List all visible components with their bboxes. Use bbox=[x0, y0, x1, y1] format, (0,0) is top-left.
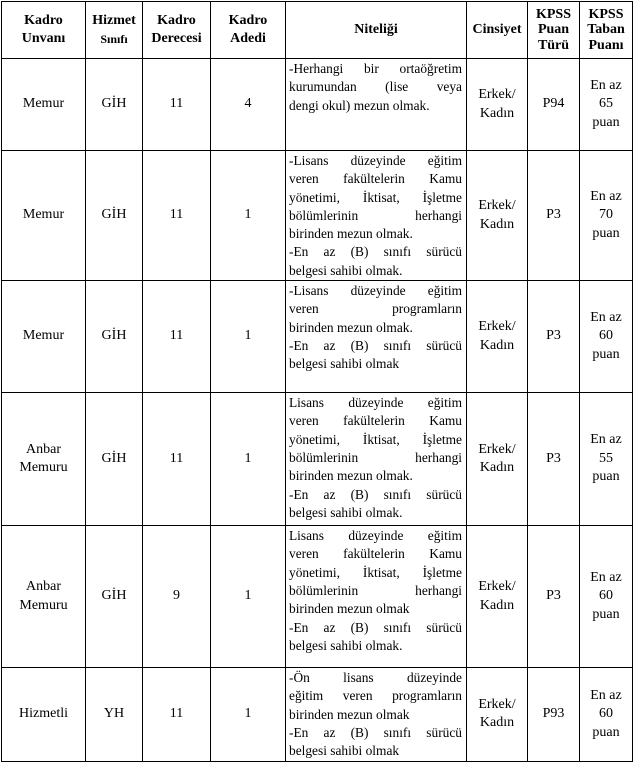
cell-kadro-unvani-text: Memur bbox=[22, 207, 65, 223]
niteligi-line: birinden mezun olmak bbox=[289, 601, 410, 617]
niteligi-line: bölümlerinin herhangi bbox=[289, 207, 462, 223]
cell-kadro-adedi bbox=[211, 59, 286, 151]
cell-kpss-taban-puani-text: En az bbox=[590, 432, 622, 448]
cell-hizmet-sinifi bbox=[86, 526, 143, 668]
cell-kadro-derecesi bbox=[143, 526, 211, 668]
cell-kpss-taban-puani-text: 60 bbox=[599, 328, 613, 344]
cell-cinsiyet-text: Erkek/ bbox=[478, 696, 516, 712]
cell-kpss-taban-puani-text: puan bbox=[592, 469, 620, 485]
niteligi-line: -En az (B) sınıfı sürücü bbox=[289, 486, 462, 502]
cell-kpss-taban-puani-text: En az bbox=[590, 309, 622, 325]
cell-kpss-taban-puani-text: En az bbox=[590, 687, 622, 703]
niteligi-line: Lisans düzeyinde eğitim bbox=[289, 528, 462, 544]
niteligi-line: veren fakültelerin Kamu bbox=[289, 413, 462, 429]
cell-kadro-adedi-text: 1 bbox=[244, 328, 252, 344]
header-kpss-puan-turu: KPSS Puan Türü bbox=[528, 2, 580, 59]
cell-kadro-derecesi bbox=[143, 393, 211, 526]
cell-niteligi bbox=[286, 59, 467, 151]
table-body bbox=[2, 59, 633, 762]
header-kadro-adedi: Kadro Adedi bbox=[211, 2, 286, 59]
cell-kadro-derecesi-text: 9 bbox=[173, 588, 180, 604]
header-kadro-derecesi: Kadro Derecesi bbox=[143, 2, 211, 59]
cell-kadro-adedi-text: 1 bbox=[244, 706, 252, 722]
niteligi-line: birinden mezun olmak. bbox=[289, 319, 413, 335]
cell-kpss-taban-puani bbox=[580, 281, 633, 393]
cell-kadro-adedi bbox=[211, 526, 286, 668]
cell-cinsiyet-text: Erkek/ bbox=[478, 198, 516, 214]
cell-kadro-adedi-text: 1 bbox=[244, 450, 252, 466]
cell-hizmet-sinifi bbox=[86, 668, 143, 761]
cell-kadro-derecesi-text: 11 bbox=[169, 706, 184, 722]
cell-cinsiyet-text: Erkek/ bbox=[478, 87, 516, 103]
cell-niteligi bbox=[286, 151, 467, 281]
cell-hizmet-sinifi-text: GİH bbox=[101, 450, 127, 466]
cell-kpss-taban-puani bbox=[580, 668, 633, 761]
cell-kadro-derecesi-text: 11 bbox=[169, 207, 184, 223]
cell-kpss-taban-puani-text: 70 bbox=[599, 207, 613, 223]
niteligi-line: belgesi sahibi olmak bbox=[289, 743, 400, 759]
cell-kadro-adedi bbox=[211, 393, 286, 526]
cell-kadro-unvani-text: Memur bbox=[22, 328, 65, 344]
cell-kadro-adedi bbox=[211, 151, 286, 281]
cell-kpss-puan-turu-text: P3 bbox=[546, 450, 561, 466]
cell-kpss-puan-turu bbox=[528, 393, 580, 526]
cell-kpss-puan-turu bbox=[528, 526, 580, 668]
header-kadro-unvani: Kadro Unvanı bbox=[2, 2, 86, 59]
niteligi-line: -Lisans düzeyinde eğitim bbox=[289, 283, 462, 299]
cell-cinsiyet-text: Kadın bbox=[479, 460, 515, 476]
table-row bbox=[2, 151, 633, 281]
cell-kadro-unvani-text: Memur bbox=[22, 96, 65, 112]
niteligi-line: veren fakültelerin Kamu bbox=[289, 546, 462, 562]
cell-kpss-taban-puani-text: puan bbox=[592, 225, 620, 241]
niteligi-line: eğitim veren programların bbox=[289, 688, 462, 704]
cell-hizmet-sinifi bbox=[86, 393, 143, 526]
cell-hizmet-sinifi-text: YH bbox=[103, 706, 125, 722]
cell-kadro-unvani bbox=[2, 668, 86, 761]
niteligi-line: belgesi sahibi olmak. bbox=[289, 637, 403, 653]
niteligi-line: -Herhangi bir ortaöğretim bbox=[289, 61, 462, 76]
cell-kadro-unvani-text: Memuru bbox=[19, 597, 68, 613]
kadro-table bbox=[1, 1, 633, 762]
cell-kadro-derecesi bbox=[143, 668, 211, 761]
niteligi-line: dengi okul) mezun olmak. bbox=[289, 97, 430, 113]
cell-hizmet-sinifi bbox=[86, 59, 143, 151]
cell-hizmet-sinifi-text: GİH bbox=[101, 96, 127, 112]
cell-cinsiyet-text: Erkek/ bbox=[478, 579, 516, 595]
niteligi-line: yönetimi, İktisat, İşletme bbox=[289, 431, 462, 447]
niteligi-line: kurumundan (lise veya bbox=[289, 79, 462, 95]
header-hizmet-sinifi: Hizmet Sınıfı bbox=[86, 2, 143, 59]
cell-kpss-taban-puani-text: En az bbox=[590, 188, 622, 204]
cell-cinsiyet-text: Kadın bbox=[479, 597, 515, 613]
niteligi-line: bölümlerinin herhangi bbox=[289, 582, 462, 598]
niteligi-line: belgesi sahibi olmak. bbox=[289, 262, 403, 278]
table-row bbox=[2, 526, 633, 668]
niteligi-line: -En az (B) sınıfı sürücü bbox=[289, 619, 462, 635]
cell-cinsiyet-text: Erkek/ bbox=[478, 441, 516, 457]
cell-kadro-unvani bbox=[2, 59, 86, 151]
niteligi-line: Lisans düzeyinde eğitim bbox=[289, 395, 462, 411]
niteligi-line: belgesi sahibi olmak bbox=[289, 356, 400, 372]
cell-kadro-unvani-text: Hizmetli bbox=[19, 706, 68, 722]
cell-cinsiyet-text: Kadın bbox=[479, 337, 515, 353]
cell-kadro-adedi-text: 4 bbox=[244, 96, 252, 112]
cell-cinsiyet bbox=[467, 281, 528, 393]
cell-kpss-taban-puani-text: puan bbox=[592, 114, 620, 130]
cell-kpss-puan-turu-text: P3 bbox=[546, 328, 561, 344]
cell-kadro-unvani bbox=[2, 526, 86, 668]
cell-cinsiyet-text: Erkek/ bbox=[478, 319, 516, 335]
cell-kadro-adedi-text: 1 bbox=[244, 588, 252, 604]
cell-kadro-adedi-text: 1 bbox=[244, 207, 252, 223]
cell-cinsiyet-text: Kadın bbox=[479, 715, 515, 731]
cell-kadro-unvani-text: Anbar bbox=[26, 441, 61, 457]
cell-kpss-taban-puani bbox=[580, 393, 633, 526]
cell-kadro-derecesi bbox=[143, 59, 211, 151]
cell-kpss-puan-turu bbox=[528, 151, 580, 281]
cell-kpss-puan-turu bbox=[528, 59, 580, 151]
cell-kpss-puan-turu-text: P3 bbox=[546, 588, 561, 604]
niteligi-line: -Lisans düzeyinde eğitim bbox=[289, 153, 462, 168]
cell-kpss-puan-turu bbox=[528, 281, 580, 393]
cell-niteligi bbox=[286, 393, 467, 526]
cell-kpss-puan-turu-text: P94 bbox=[542, 96, 565, 112]
cell-cinsiyet bbox=[467, 668, 528, 761]
cell-kpss-puan-turu-text: P93 bbox=[542, 706, 565, 722]
header-row bbox=[2, 2, 633, 59]
cell-kpss-taban-puani bbox=[580, 59, 633, 151]
cell-kpss-taban-puani-text: En az bbox=[590, 569, 622, 585]
cell-kadro-derecesi bbox=[143, 151, 211, 281]
cell-kpss-taban-puani-text: 60 bbox=[599, 706, 613, 722]
niteligi-line: yönetimi, İktisat, İşletme bbox=[289, 189, 462, 205]
cell-kadro-unvani bbox=[2, 393, 86, 526]
table-row bbox=[2, 668, 633, 761]
cell-kadro-derecesi-text: 11 bbox=[169, 328, 184, 344]
cell-kpss-taban-puani bbox=[580, 526, 633, 668]
niteligi-line: yönetimi, İktisat, İşletme bbox=[289, 564, 462, 580]
cell-kpss-puan-turu-text: P3 bbox=[546, 207, 561, 223]
cell-niteligi bbox=[286, 668, 467, 761]
cell-kadro-adedi bbox=[211, 668, 286, 761]
cell-niteligi bbox=[286, 526, 467, 668]
niteligi-line: -En az (B) sınıfı sürücü bbox=[289, 244, 462, 260]
cell-kadro-derecesi-text: 11 bbox=[169, 96, 184, 112]
cell-kadro-unvani bbox=[2, 151, 86, 281]
niteligi-line: veren fakültelerin Kamu bbox=[289, 171, 462, 187]
cell-kpss-taban-puani-text: 60 bbox=[599, 588, 613, 604]
cell-cinsiyet-text: Kadın bbox=[479, 216, 515, 232]
cell-kadro-derecesi-text: 11 bbox=[169, 450, 184, 466]
niteligi-line: birinden mezun olmak bbox=[289, 706, 410, 722]
niteligi-line: belgesi sahibi olmak. bbox=[289, 504, 403, 520]
cell-kpss-taban-puani-text: 55 bbox=[599, 450, 613, 466]
cell-kpss-taban-puani-text: En az bbox=[590, 77, 622, 93]
cell-hizmet-sinifi-text: GİH bbox=[101, 207, 127, 223]
cell-kadro-unvani-text: Memuru bbox=[19, 460, 68, 476]
cell-hizmet-sinifi bbox=[86, 151, 143, 281]
niteligi-line: -En az (B) sınıfı sürücü bbox=[289, 337, 462, 353]
niteligi-line: -En az (B) sınıfı sürücü bbox=[289, 724, 462, 740]
cell-kadro-unvani bbox=[2, 281, 86, 393]
table-row bbox=[2, 281, 633, 393]
cell-cinsiyet bbox=[467, 151, 528, 281]
cell-kadro-adedi bbox=[211, 281, 286, 393]
cell-hizmet-sinifi-text: GİH bbox=[101, 328, 127, 344]
cell-kpss-taban-puani-text: puan bbox=[592, 724, 620, 740]
cell-kadro-derecesi bbox=[143, 281, 211, 393]
cell-kadro-unvani-text: Anbar bbox=[26, 579, 61, 595]
cell-cinsiyet bbox=[467, 393, 528, 526]
niteligi-line: veren programların bbox=[289, 301, 462, 317]
cell-cinsiyet-text: Kadın bbox=[479, 105, 515, 121]
table-row bbox=[2, 393, 633, 526]
cell-kpss-taban-puani bbox=[580, 151, 633, 281]
table-row bbox=[2, 59, 633, 151]
cell-hizmet-sinifi-text: GİH bbox=[101, 588, 127, 604]
niteligi-line: bölümlerinin herhangi bbox=[289, 449, 462, 465]
cell-niteligi bbox=[286, 281, 467, 393]
niteligi-line: birinden mezun olmak. bbox=[289, 226, 413, 242]
cell-kpss-taban-puani-text: 65 bbox=[599, 96, 613, 112]
niteligi-line: birinden mezun olmak. bbox=[289, 468, 413, 484]
niteligi-line: -Ön lisans düzeyinde bbox=[289, 670, 462, 686]
cell-cinsiyet bbox=[467, 526, 528, 668]
cell-hizmet-sinifi bbox=[86, 281, 143, 393]
header-niteligi: Niteliği bbox=[286, 2, 467, 59]
cell-kpss-taban-puani-text: puan bbox=[592, 346, 620, 362]
header-kpss-taban-puani: KPSS Taban Puanı bbox=[580, 2, 633, 59]
cell-kpss-puan-turu bbox=[528, 668, 580, 761]
header-cinsiyet: Cinsiyet bbox=[467, 2, 528, 59]
cell-kpss-taban-puani-text: puan bbox=[592, 606, 620, 622]
cell-cinsiyet bbox=[467, 59, 528, 151]
